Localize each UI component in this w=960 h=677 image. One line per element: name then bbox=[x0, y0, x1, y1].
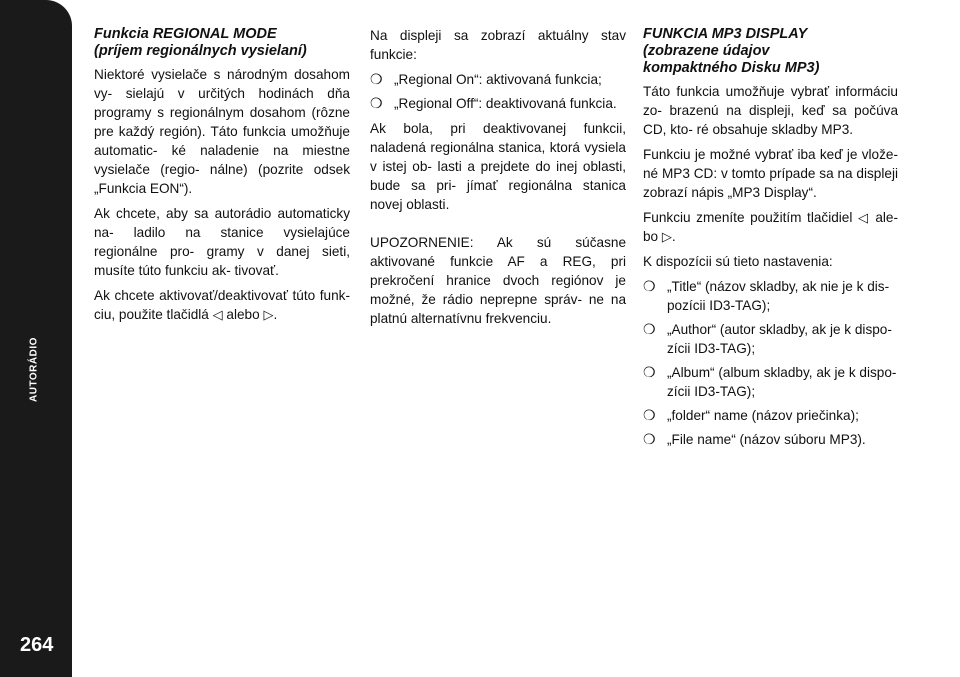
paragraph: Na displeji sa zobrazí aktuálny stav funkcie: bbox=[370, 28, 626, 62]
paragraph-text: Ak chcete aktivovať/deaktivovať túto funk- ciu, použite tlačidlá bbox=[94, 288, 350, 322]
column-1 bbox=[94, 26, 350, 330]
paragraph-buttons bbox=[94, 286, 350, 324]
circle-bullet-icon: ❍ bbox=[643, 364, 656, 380]
paragraph: Ak chcete, aby sa autorádio automaticky na- ladilo na stanice vysielajúce regionálne pro- gramy v danej sieti, musíte túto funkciu ak- tivovať. bbox=[94, 206, 350, 278]
list-item bbox=[643, 363, 898, 401]
paragraph-text: ale- bo bbox=[643, 210, 899, 244]
circle-bullet-icon: ❍ bbox=[370, 95, 383, 111]
paragraph: Ak bola, pri deaktivovanej funkcii, naladená regionálna stanica, ktorá vysiela v istej ob- lasti a prejdete do inej oblasti, bude sa pri- jímať regionálna stanica novej oblasti. bbox=[370, 121, 626, 212]
paragraph: Funkciu je možné vybrať iba keď je vlože- né MP3 CD: v tomto prípade sa na displeji zobrazí nápis „MP3 Display“. bbox=[643, 147, 898, 200]
side-tab bbox=[0, 0, 72, 677]
list-item-text: „Title“ (názov skladby, ak nie je k dis- pozícii ID3-TAG); bbox=[667, 279, 890, 313]
paragraph: Niektoré vysielače s národným dosahom vy- sielajú v určitých hodinách dňa programy s regionálnym dosahom (rôzne pre každý región). Táto funkcia umožňuje automatic- ké naladenie na miestne vysielače (regio- nálne) (pozrite odsek „Funkcia EON“). bbox=[94, 67, 350, 196]
paragraph: Táto funkcia umožňuje vybrať informáciu zo- brazenú na displeji, keď sa počúva CD, kto- ré obsahuje skladby MP3. bbox=[643, 84, 898, 137]
list-item-text: „Regional On“: aktivovaná funkcia; bbox=[394, 72, 602, 87]
list-item-text: „Regional Off“: deaktivovaná funkcia. bbox=[394, 96, 617, 111]
circle-bullet-icon: ❍ bbox=[643, 431, 656, 447]
list-item-text: „Album“ (album skladby, ak je k dispo- zícii ID3-TAG); bbox=[667, 365, 897, 399]
circle-bullet-icon: ❍ bbox=[643, 321, 656, 337]
warning-paragraph: UPOZORNENIE: Ak sú súčasne aktivované funkcie AF a REG, pri prekročení hranice dvoch regiónov je možné, že rádio neprepne správ- ne na platnú alternatívnu frekvenciu. bbox=[370, 235, 626, 326]
heading-line: (príjem regionálnych vysielaní) bbox=[94, 43, 307, 59]
right-arrow-icon: ▷ bbox=[661, 229, 672, 244]
left-arrow-icon: ◁ bbox=[857, 210, 870, 225]
section-heading-mp3-display bbox=[643, 26, 898, 77]
paragraph: K dispozícii sú tieto nastavenia: bbox=[643, 254, 833, 269]
list-item-text: „folder“ name (názov priečinka); bbox=[667, 408, 859, 423]
list-item bbox=[370, 70, 626, 89]
section-heading-regional-mode bbox=[94, 26, 350, 60]
paragraph-buttons bbox=[643, 208, 898, 246]
heading-line: FUNKCIA MP3 DISPLAY bbox=[643, 26, 808, 42]
column-2 bbox=[370, 26, 626, 334]
column-3 bbox=[643, 26, 898, 455]
list-item bbox=[643, 277, 898, 315]
list-item bbox=[370, 94, 626, 113]
list-item-text: „File name“ (názov súboru MP3). bbox=[667, 432, 866, 447]
paragraph-text: . bbox=[273, 307, 278, 322]
paragraph-text: . bbox=[671, 229, 676, 244]
list-item-text: „Author“ (autor skladby, ak je k dispo- zícii ID3-TAG); bbox=[667, 322, 892, 356]
heading-line: (zobrazene údajov bbox=[643, 43, 770, 59]
page-number: 264 bbox=[20, 634, 54, 656]
list-item bbox=[643, 430, 898, 449]
circle-bullet-icon: ❍ bbox=[643, 278, 656, 294]
heading-line: Funkcia REGIONAL MODE bbox=[94, 26, 277, 42]
paragraph-text: Funkciu zmeníte použitím tlačidiel bbox=[643, 210, 853, 225]
status-list bbox=[370, 70, 626, 113]
left-arrow-icon: ◁ bbox=[212, 307, 223, 322]
list-item bbox=[643, 320, 898, 358]
settings-list bbox=[643, 277, 898, 449]
paragraph-text: alebo bbox=[226, 307, 260, 322]
circle-bullet-icon: ❍ bbox=[643, 407, 656, 423]
section-label: AUTORÁDIO bbox=[28, 337, 40, 403]
right-arrow-icon: ▷ bbox=[263, 307, 274, 322]
list-item bbox=[643, 406, 898, 425]
circle-bullet-icon: ❍ bbox=[370, 71, 383, 87]
heading-line: kompaktného Disku MP3) bbox=[643, 60, 820, 76]
